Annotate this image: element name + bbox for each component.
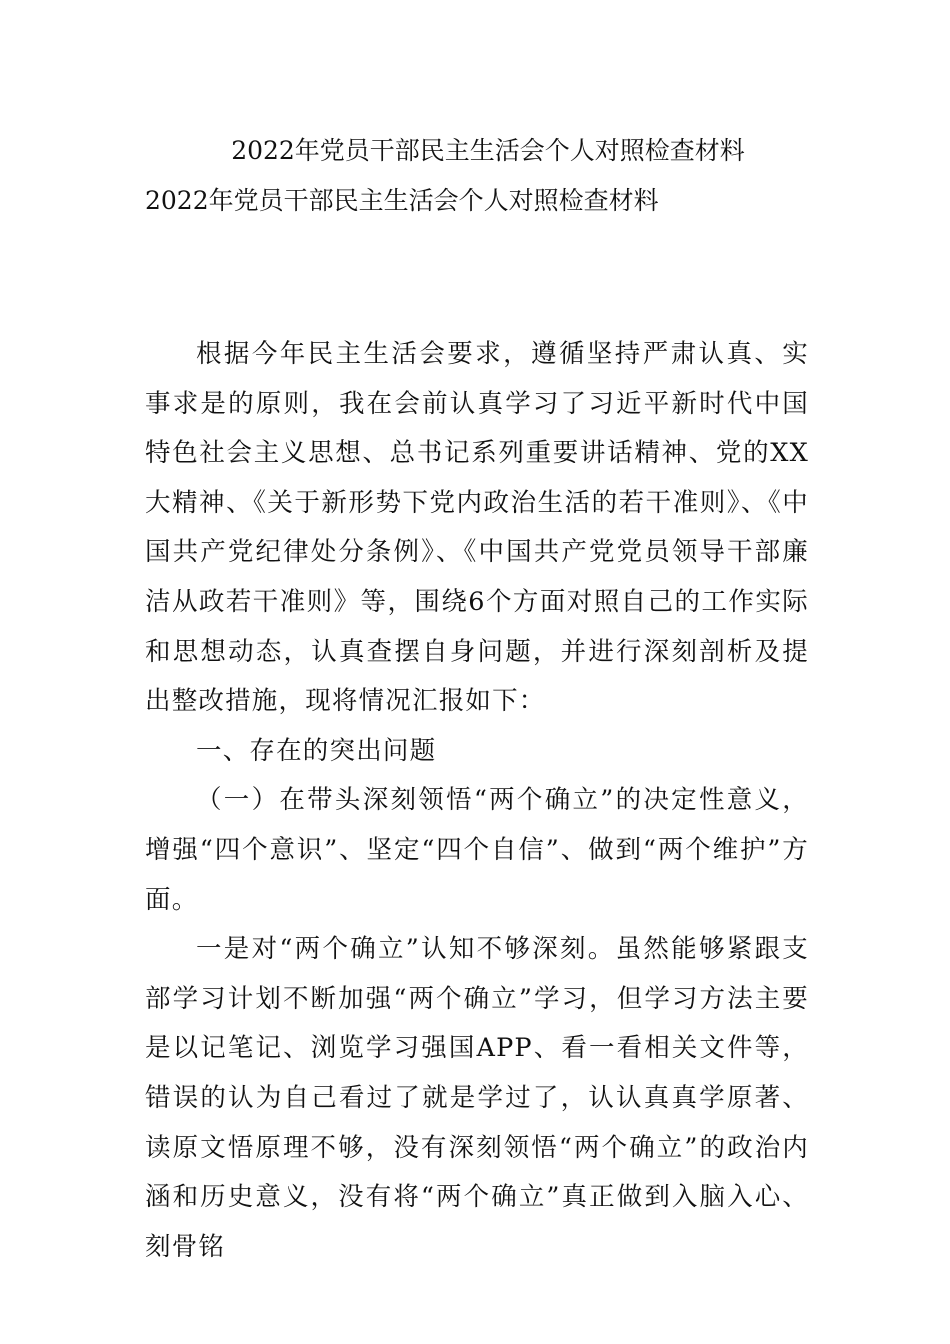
body-paragraph: 一是对“两个确立”认知不够深刻。虽然能够紧跟支部学习计划不断加强“两个确立”学习，但学习方法主要是以记笔记、浏览学习强国APP、看一看相关文件等，错误的认为自己看过了就是学过了，认认真真学原著、读原文悟原理不够，没有深刻领悟“两个确立”的政治内涵和历史意义，没有将“两个确立”真正做到入脑入心、刻骨铭 <box>145 934 809 1262</box>
section-heading: 一、存在的突出问题 <box>196 735 437 766</box>
document-subtitle: 2022年党员干部民主生活会个人对照检查材料 <box>145 186 659 215</box>
document-title: 2022年党员干部民主生活会个人对照检查材料 <box>231 136 745 165</box>
intro-paragraph: 根据今年民主生活会要求，遵循坚持严肃认真、实事求是的原则，我在会前认真学习了习近平新时代中国特色社会主义思想、总书记系列重要讲话精神、党的XX大精神、《关于新形势下党内政治生活的若干准则》、《中国共产党纪律处分条例》、《中国共产党党员领导干部廉洁从政若干准则》等，围绕6个方面对照自己的工作实际和思想动态，认真查摆自身问题，并进行深刻剖析及提出整改措施，现将情况汇报如下： <box>145 339 809 717</box>
document-body <box>145 330 809 1272</box>
subsection-heading: （一）在带头深刻领悟“两个确立”的决定性意义，增强“四个意识”、坚定“四个自信”、做到“两个维护”方面。 <box>145 785 809 915</box>
